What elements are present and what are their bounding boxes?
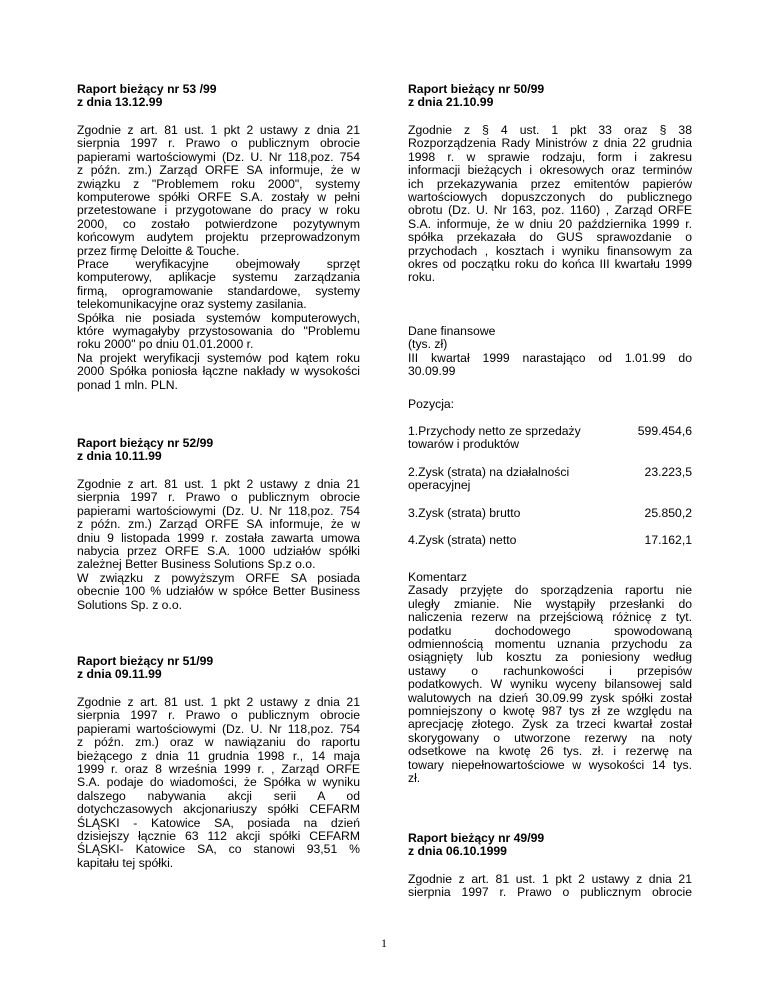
body-line: przetestowane i przygotowane do pracy w roku bbox=[77, 203, 360, 218]
body-line: S.A. informuje, że w dniu 20 października 1999 r. bbox=[408, 216, 692, 231]
row-label: 1.Przychody netto ze sprzedaży towarów i produktów bbox=[408, 424, 581, 452]
body-line: ich przekazywania przez emitentów papierów bbox=[408, 176, 692, 191]
fin-line: 30.09.99 bbox=[408, 364, 456, 379]
comment-line: osiągnięty lub kosztu za poniesiony według bbox=[408, 650, 692, 665]
report-50-title: Raport bieżący nr 50/99 bbox=[408, 82, 545, 96]
row-label: 4.Zysk (strata) netto bbox=[408, 533, 517, 547]
comment-line: podatkowych. W wyniku wyceny bilansowej sald bbox=[408, 677, 692, 692]
comment-line: skorygowany o utworzone rezerwy na noty bbox=[408, 730, 692, 745]
body-line: związku z "Problemem roku 2000", systemy bbox=[77, 176, 360, 191]
body-line: Spółka nie posiada systemów komputerowych, bbox=[77, 310, 360, 325]
body-line: okres od początku roku do końca III kwartału 1999 bbox=[408, 257, 692, 271]
body-line: ŚLĄSKI - Katowice SA, posiada na dzień bbox=[77, 815, 360, 830]
body-line: obrotu (Dz. U. Nr 163, poz. 1160) , Zarząd ORFE bbox=[408, 203, 692, 218]
body-line: zależnej Better Business Solutions Sp.z o.o. bbox=[77, 557, 316, 572]
comment-line: walutowych na dzień 30.09.99 zysk spółki został bbox=[408, 690, 692, 705]
row-label: 3.Zysk (strata) brutto bbox=[408, 506, 521, 520]
body-line: które wymagałyby przystosowania do "Problemu bbox=[77, 324, 360, 338]
body-line: 1998 r. w sprawie rodzaju, form i zakresu bbox=[408, 149, 692, 164]
row-value: 17.162,1 bbox=[644, 533, 692, 547]
comment-line: naliczenia rezerw na przejściową różnicę z tyt. bbox=[408, 610, 692, 625]
report-53-title: Raport bieżący nr 53 /99 bbox=[77, 82, 217, 96]
body-line: ŚLĄSKI- Katowice SA, co stanowi 93,51 % bbox=[77, 842, 360, 857]
body-line: informacji bieżących i okresowych oraz terminów bbox=[408, 163, 692, 178]
report-51-title: Raport bieżący nr 51/99 bbox=[77, 654, 214, 668]
fin-line: Dane finansowe bbox=[408, 324, 496, 338]
body-line: Zgodnie z art. 81 ust. 1 pkt 2 ustawy z dnia 21 bbox=[77, 123, 360, 137]
page-number: 1 bbox=[381, 936, 387, 950]
report-51-date: z dnia 09.11.99 bbox=[77, 667, 162, 682]
body-line: dalszego nabywania akcji serii A od bbox=[77, 788, 360, 803]
body-line: telekomunikacyjne oraz systemy zasilania. bbox=[77, 297, 307, 312]
body-line: dniu 9 listopada 1999 r. została zawarta umowa bbox=[77, 530, 360, 545]
body-line: komputerowe spółki ORFE S.A. zostały w pełni bbox=[77, 190, 360, 204]
body-line: firmą, oprogramowanie standardowe, systemy bbox=[77, 283, 360, 298]
body-line: roku. bbox=[408, 270, 436, 285]
comment-line: odmiennością momentu uznania przychodu za bbox=[408, 637, 692, 651]
body-line: Solutions Sp. z o.o. bbox=[77, 597, 183, 612]
body-line: przez firmę Deloitte & Touche. bbox=[77, 243, 240, 258]
body-line: Zgodnie z art. 81 ust. 1 pkt 2 ustawy z dnia 21 bbox=[408, 872, 692, 886]
report-49-title: Raport bieżący nr 49/99 bbox=[408, 831, 545, 845]
report-53-date: z dnia 13.12.99 bbox=[77, 95, 163, 109]
fin-line: (tys. zł) bbox=[408, 337, 448, 352]
body-line: końcowym audytem projektu przeprowadzonym bbox=[77, 230, 360, 245]
row-value: 25.850,2 bbox=[644, 506, 692, 520]
body-line: sierpnia 1997 r. Prawo o publicznym obrocie bbox=[77, 708, 360, 723]
body-line: nabycia przez ORFE S.A. 1000 udziałów spółki bbox=[77, 544, 360, 558]
body-line: Zgodnie z art. 81 ust. 1 pkt 2 ustawy z dnia 21 bbox=[77, 477, 360, 491]
body-line: spółka przekazała do GUS sprawozdanie o bbox=[408, 230, 692, 245]
body-line: roku 2000" po dniu 01.01.2000 r. bbox=[77, 337, 254, 352]
comment-line: uległy zmianie. Nie wystąpiły przesłanki do bbox=[408, 596, 692, 611]
body-line: Rozporządzenia Rady Ministrów z dnia 22 grudnia bbox=[408, 136, 692, 151]
row-label: 2.Zysk (strata) na działalności operacyjnej bbox=[408, 465, 570, 493]
body-line: 1999 r. oraz 8 września 1999 r. , Zarząd ORFE bbox=[77, 762, 360, 776]
body-line: sierpnia 1997 r. Prawo o publicznym obrocie bbox=[77, 490, 360, 505]
body-line: przychodach , kosztach i wyniku finansowym za bbox=[408, 243, 692, 258]
body-line: S.A. podaje do wiadomości, że Spółka w wyniku bbox=[77, 775, 360, 790]
body-line: z późn. zm.) Zarząd ORFE SA informuje, że w bbox=[77, 163, 360, 178]
body-line: dotychczasowych akcjonariuszy spółki CEFARM bbox=[77, 802, 360, 817]
position-label: Pozycja: bbox=[408, 397, 455, 411]
body-line: z późn. zm.) oraz w nawiązaniu do raportu bbox=[77, 735, 360, 750]
report-52-title: Raport bieżący nr 52/99 bbox=[77, 436, 214, 450]
report-49-date: z dnia 06.10.1999 bbox=[408, 844, 507, 859]
body-line: z późn. zm.) Zarząd ORFE SA informuje, że w bbox=[77, 517, 360, 532]
body-line: papierami wartościowymi (Dz. U. Nr 118,poz. 754 bbox=[77, 721, 360, 736]
body-line: papierami wartościowymi (Dz. U. Nr 118,poz. 754 bbox=[77, 149, 360, 164]
comment-line: Zasady przyjęte do sporządzenia raportu nie bbox=[408, 583, 692, 598]
row-value: 23.223,5 bbox=[644, 465, 692, 479]
body-line: sierpnia 1997 r. Prawo o publicznym obrocie bbox=[77, 136, 360, 151]
body-line: 2000, co zostało potwierdzone pozytywnym bbox=[77, 216, 360, 231]
comment-line: odsetkowe na kwotę 26 tys. zł. i rezerwę na bbox=[408, 744, 692, 759]
comment-line: zł. bbox=[408, 771, 421, 785]
body-line: 2000 Spółka poniosła łączne nakłady w wysokości bbox=[77, 364, 360, 379]
comment-line: Komentarz bbox=[408, 570, 467, 584]
body-line: W związku z powyższym ORFE SA posiada bbox=[77, 570, 360, 585]
body-line: Zgodnie z art. 81 ust. 1 pkt 2 ustawy z dnia 21 bbox=[77, 695, 360, 709]
report-50-date: z dnia 21.10.99 bbox=[408, 95, 494, 109]
body-line: Na projekt weryfikacji systemów pod kątem roku bbox=[77, 350, 360, 365]
body-line: papierami wartościowymi (Dz. U. Nr 118,poz. 754 bbox=[77, 503, 360, 518]
comment-line: pomniejszony o kwotę 987 tys zł ze względu na bbox=[408, 704, 692, 718]
body-line: dzisiejszy łącznie 63 112 akcji spółki CEFARM bbox=[77, 829, 360, 843]
report-52-date: z dnia 10.11.99 bbox=[77, 449, 162, 464]
body-line: ponad 1 mln. PLN. bbox=[77, 377, 178, 392]
body-line: komputerowy, aplikacje systemu zarządzania bbox=[77, 270, 360, 285]
body-line: Zgodnie z § 4 ust. 1 pkt 33 oraz § 38 bbox=[408, 123, 692, 137]
comment-line: aprecjację złotego. Zysk za trzeci kwartał został bbox=[408, 717, 692, 732]
body-line: obecnie 100 % udziałów w spółce Better Business bbox=[77, 584, 360, 599]
comment-line: podatku dochodowego spowodowaną bbox=[408, 623, 692, 638]
fin-line: III kwartał 1999 narastająco od 1.01.99 do bbox=[408, 350, 692, 365]
body-line: sierpnia 1997 r. Prawo o publicznym obrocie bbox=[408, 885, 692, 900]
body-line: kapitału tej spółki. bbox=[77, 855, 174, 870]
body-line: bieżącego z dnia 11 grudnia 1998 r., 14 maja bbox=[77, 748, 360, 763]
comment-line: ustawy o rachunkowości i przepisów bbox=[408, 663, 692, 678]
comment-line: towary niepełnowartościowe w wysokości 14 tys. bbox=[408, 757, 692, 772]
body-line: wartościowych dopuszczonych do publicznego bbox=[408, 190, 692, 204]
body-line: Prace weryfikacyjne obejmowały sprzęt bbox=[77, 257, 360, 271]
row-value: 599.454,6 bbox=[637, 424, 692, 438]
